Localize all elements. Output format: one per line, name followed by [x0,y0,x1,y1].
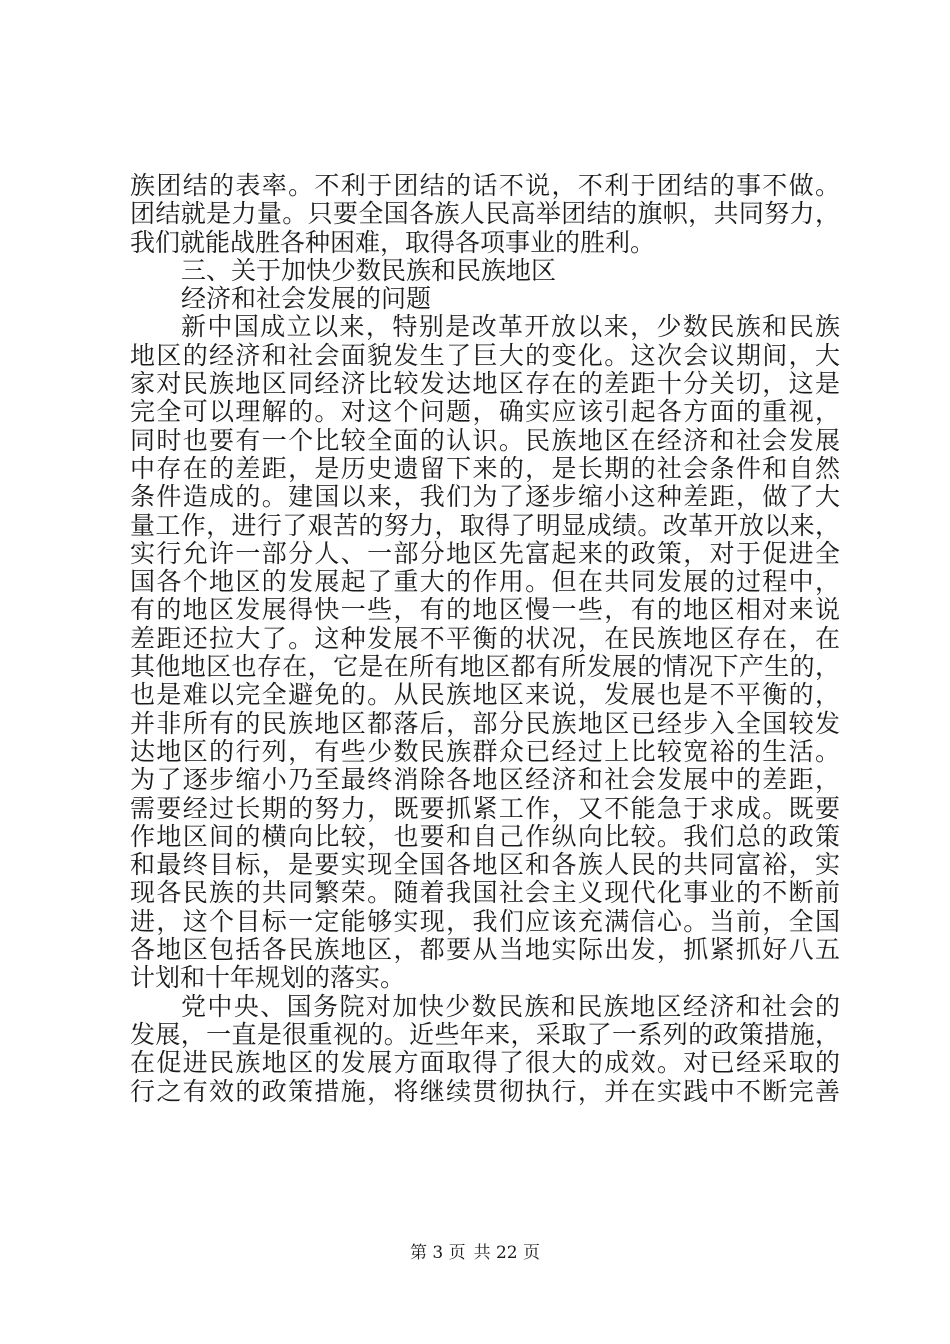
text-line: 其他地区也存在，它是在所有地区都有所发展的情况下产生的， [130,652,840,682]
text-line: 作地区间的横向比较，也要和自己作纵向比较。我们总的政策 [130,821,840,851]
text-line: 地区的经济和社会面貌发生了巨大的变化。这次会议期间，大 [130,340,840,370]
page-footer [0,1243,950,1263]
text-line: 行之有效的政策措施，将继续贯彻执行，并在实践中不断完善 [130,1076,840,1106]
text-line: 新中国成立以来，特别是改革开放以来，少数民族和民族 [181,312,840,342]
text-line: 党中央、国务院对加快少数民族和民族地区经济和社会的 [181,991,840,1021]
text-line: 和最终目标，是要实现全国各地区和各族人民的共同富裕，实 [130,850,840,880]
text-line: 现各民族的共同繁荣。随着我国社会主义现代化事业的不断前 [130,878,840,908]
text-line: 经济和社会发展的问题 [181,284,432,314]
text-line: 中存在的差距，是历史遗留下来的，是长期的社会条件和自然 [130,453,840,483]
text-line: 实行允许一部分人、一部分地区先富起来的政策，对于促进全 [130,538,840,568]
text-line: 我们就能战胜各种困难，取得各项事业的胜利。 [130,227,656,257]
text-line: 需要经过长期的努力，既要抓紧工作，又不能急于求成。既要 [130,793,840,823]
total-pages: 共 22 页 [473,1243,541,1263]
text-line: 发展，一直是很重视的。近些年来，采取了一系列的政策措施， [130,1019,840,1049]
text-line: 各地区包括各民族地区，都要从当地实际出发，抓紧抓好八五 [130,935,840,965]
text-line: 团结就是力量。只要全国各族人民高举团结的旗帜，共同努力， [130,199,840,229]
text-line: 条件造成的。建国以来，我们为了逐步缩小这种差距，做了大 [130,482,840,512]
text-line: 差距还拉大了。这种发展不平衡的状况，在民族地区存在，在 [130,623,840,653]
text-line: 家对民族地区同经济比较发达地区存在的差距十分关切，这是 [130,369,840,399]
text-line: 族团结的表率。不利于团结的话不说，不利于团结的事不做。 [130,171,840,200]
text-line: 计划和十年规划的落实。 [130,963,406,993]
text-line: 为了逐步缩小乃至最终消除各地区经济和社会发展中的差距， [130,765,840,795]
text-line: 也是难以完全避免的。从民族地区来说，发展也是不平衡的， [130,680,840,710]
text-line: 国各个地区的发展起了重大的作用。但在共同发展的过程中， [130,567,840,597]
page-number: 第 3 页 [409,1243,466,1263]
text-line: 三、关于加快少数民族和民族地区 [181,255,557,285]
document-body [130,172,840,1106]
text-line: 并非所有的民族地区都落后，部分民族地区已经步入全国较发 [130,708,840,738]
text-line: 完全可以理解的。对这个问题，确实应该引起各方面的重视， [130,397,840,427]
text-line: 量工作，进行了艰苦的努力，取得了明显成绩。改革开放以来， [130,510,840,540]
text-line: 进，这个目标一定能够实现，我们应该充满信心。当前，全国 [130,906,840,936]
text-line: 达地区的行列，有些少数民族群众已经过上比较宽裕的生活。 [130,736,840,766]
text-line: 有的地区发展得快一些，有的地区慢一些，有的地区相对来说 [130,595,840,625]
text-line: 在促进民族地区的发展方面取得了很大的成效。对已经采取的 [130,1048,840,1078]
text-line: 同时也要有一个比较全面的认识。民族地区在经济和社会发展 [130,425,840,455]
